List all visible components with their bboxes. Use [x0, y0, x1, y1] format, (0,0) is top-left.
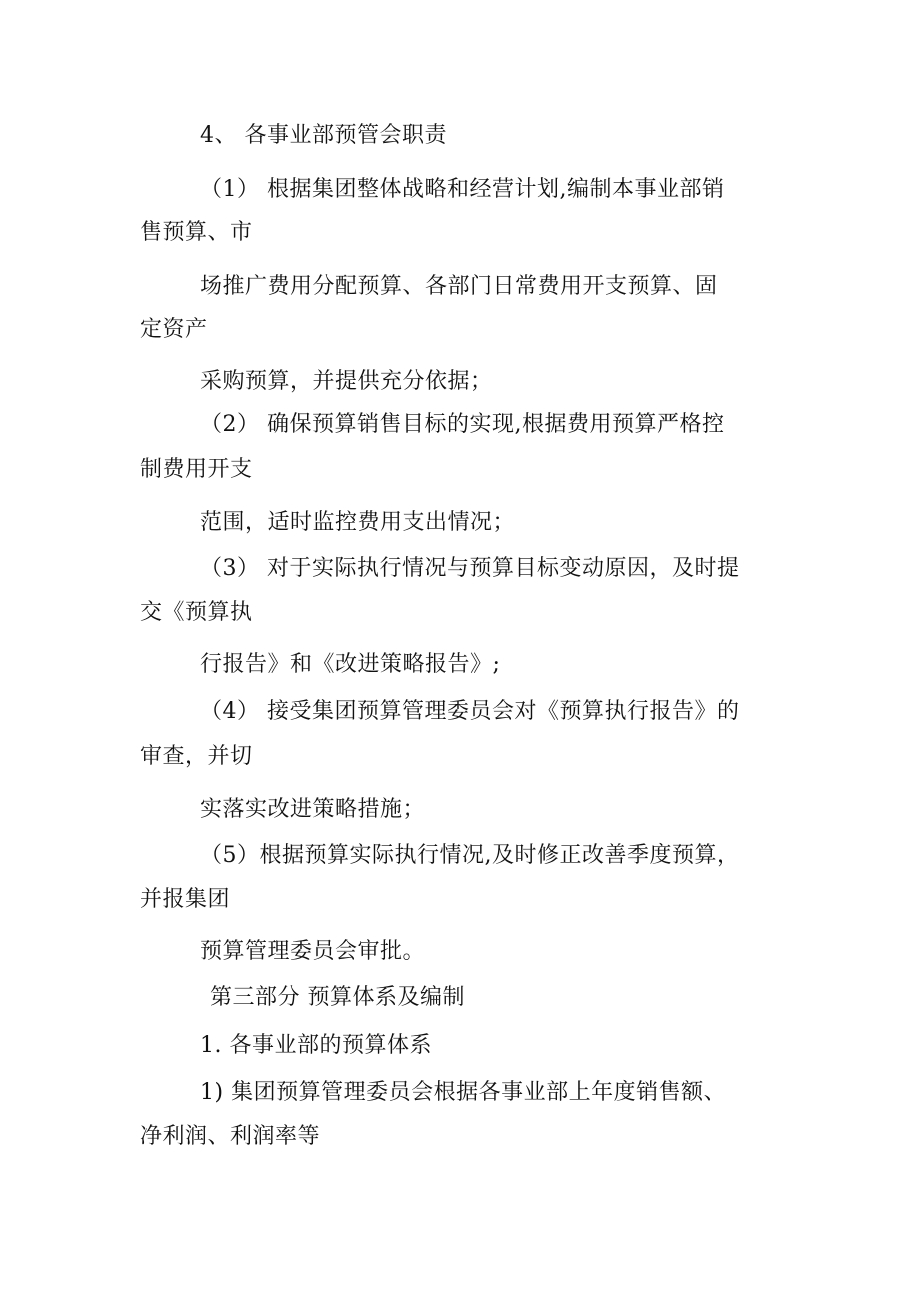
item-1-line-1: （1） 根据集团整体战略和经营计划,编制本事业部销	[200, 177, 725, 202]
item-5-line-2: 并报集团	[140, 887, 231, 912]
item-2-line-1: （2） 确保预算销售目标的实现,根据费用预算严格控	[200, 412, 725, 437]
item-5-line-1: （5）根据预算实际执行情况,及时修正改善季度预算，	[200, 843, 740, 868]
item-4-line-1: （4） 接受集团预算管理委员会对《预算执行报告》的	[200, 699, 740, 724]
item-1-line-5: 采购预算，并提供充分依据；	[200, 369, 493, 394]
item-4-line-3: 实落实改进策略措施；	[200, 797, 426, 822]
item-1-line-3: 场推广费用分配预算、各部门日常费用开支预算、固	[200, 274, 718, 299]
item-1-line-4: 定资产	[140, 317, 208, 342]
section-heading-4: 4、 各事业部预管会职责	[200, 123, 447, 148]
point-1-line-1: 1) 集团预算管理委员会根据各事业部上年度销售额、	[200, 1080, 727, 1105]
item-2-line-2: 制费用开支	[140, 457, 253, 482]
item-3-line-1: （3） 对于实际执行情况与预算目标变动原因，及时提	[200, 556, 740, 581]
point-1-line-2: 净利润、利润率等	[140, 1124, 321, 1149]
item-2-line-3: 范围，适时监控费用支出情况；	[200, 510, 516, 535]
item-3-line-2: 交《预算执	[140, 600, 253, 625]
item-5-line-3: 预算管理委员会审批。	[200, 939, 426, 964]
item-1-line-2: 售预算、市	[140, 220, 253, 245]
subsection-heading-1: 1. 各事业部的预算体系	[200, 1033, 432, 1058]
part-three-heading: 第三部分 预算体系及编制	[210, 985, 465, 1010]
item-3-line-3: 行报告》和《改进策略报告》;	[200, 652, 501, 677]
item-4-line-2: 审查，并切	[140, 744, 253, 769]
